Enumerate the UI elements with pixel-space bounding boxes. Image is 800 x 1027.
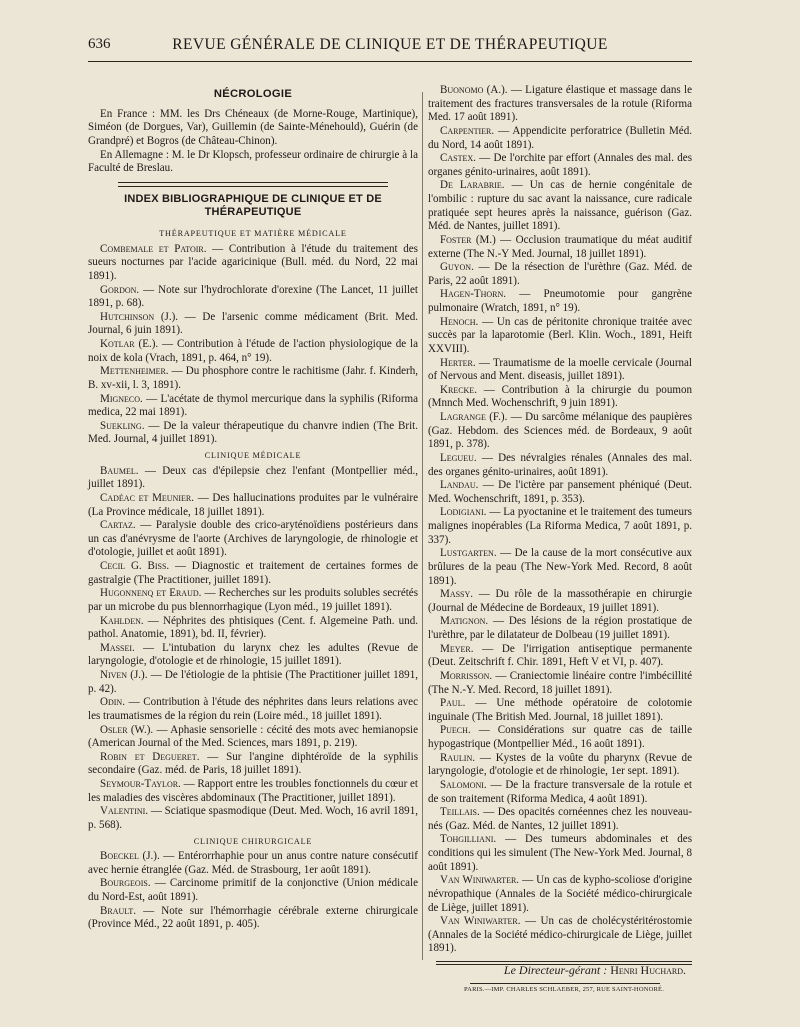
entry-author: Paul. [440,697,466,710]
entry-author: Migneco. [100,392,143,405]
bibliography-entry [428,261,692,288]
right-column [428,84,692,956]
entry-author: Cadéac et Meunier. [100,491,194,504]
entry-text: — Carcinome primitif de la conjonctive (Union médicale du Nord-Est, août 1891). [88,877,418,903]
entry-author: Van Winiwarter. [440,915,521,928]
entry-text: — De la fracture transversale de la rotule et de son traitement (Riforma Medica, 4 août 1891). [428,778,692,805]
entry-author: Lagrange (F.). [440,411,508,423]
bibliography-entry [428,152,692,179]
bibliography-entry [88,696,418,723]
entry-text: — De la cause de la mort consécutive aux brûlures de la peau (The New-York Med. Record, 8 août 1891). [428,547,692,587]
necrologie-paragraph: En France : MM. les Drs Chéneaux (de Morne-Rouge, Martinique), Siméon (de Dorgues, Var), Guillemin (de Sainte-Ménehould), Guérin (de Grandpré) et Bogros (de Château-Chinon). [88,107,418,147]
entry-text: — De l'ictère par pansement phéniqué (Deut. Med. Wochenschrift, 1891, p. 353). [428,479,692,505]
entry-text: — Un cas de cholécystéritérostomie (Annales de la Société médico-chirurgicale de Liège, juillet 1891). [428,915,692,955]
bibliography-entry [88,284,418,311]
bibliography-entry [428,752,692,779]
entry-text: — Des opacités cornéennes chez les nouveau-nés (Gaz. Méd. de Nantes, 12 juillet 1891). [428,806,692,832]
entry-author: Combemale et Patoir. [100,242,207,255]
entry-author: Robin et Degueret. [100,750,200,763]
entry-text: — Sciatique spasmodique (Deut. Med. Woch, 16 avril 1891, p. 568). [88,805,418,831]
entry-author: Kahlden. [100,614,144,627]
bibliography-entry [428,506,692,547]
bibliography-entry [428,806,692,833]
entry-text: — Traumatisme de la moelle cervicale (Journal of Nervous and Ment. diseasis, juillet 1891). [428,356,692,383]
entry-text: — Du sarcôme mélanique des paupières (Gaz. Hebdom. des Sciences méd. de Bordeaux, 9 août 1891, p. 378). [428,411,692,451]
entry-text: — Note sur l'hémorrhagie cérébrale externe chirurgicale (Province Méd., 22 août 1891, p. 405). [88,904,418,931]
entry-text: — Du phosphore contre le rachitisme (Jahr. f. Kinderh, B. xv-xii, l. 3, 1891). [88,365,418,391]
bibliography-entry [428,915,692,956]
entry-text: — Deux cas d'épilepsie chez l'enfant (Montpellier méd., juillet 1891). [88,464,418,491]
entry-text: — Paralysie double des crico-aryténoïdiens postérieurs dans un cas d'anévrysme de l'aorte (Archives de laryngologie, de rhinologie et d'otologie, juillet et août 1891). [88,519,418,559]
entry-author: Boeckel (J.). [100,850,160,863]
bibliography-entry [428,615,692,642]
bibliography-entry [428,179,692,234]
entry-text: — Pneumotomie pour gangrène pulmonaire (Wratch, 1891, n° 19). [428,288,692,314]
bibliography-entry [428,724,692,751]
entry-text: — Du rôle de la massothérapie en chirurgie (Journal de Médecine de Bordeaux, 19 juillet 1891). [428,588,692,614]
entry-author: Carpentier. [440,124,495,137]
bibliography-entry [88,560,418,587]
bibliography-entry [88,642,418,669]
necrologie-paragraph: En Allemagne : M. le Dr Klopsch, professeur ordinaire de chirurgie à la Faculté de Breslau. [88,148,418,175]
entry-text: — Craniectomie linéaire contre l'imbécillité (The N.-Y. Med. Record, 18 juillet 1891). [428,669,692,696]
entry-author: Valentini. [100,805,149,818]
entry-author: Cartaz. [100,519,136,532]
entry-author: Baumel. [100,464,139,477]
header-rule [88,61,692,62]
double-rule [118,182,388,187]
bibliography-entry [428,452,692,479]
entry-author: Gordon. [100,283,140,296]
bibliography-entry [88,850,418,877]
bibliography-entry [428,411,692,452]
bibliography-entry [88,724,418,751]
entry-text: — De la valeur thérapeutique du chanvre indien (The Brit. Med. Journal, 4 juillet 1891). [88,419,418,446]
entry-text: — Contribution à l'étude des néphrites dans leurs relations avec les traumatismes de la région du rein (Loire méd., 18 juillet 1891). [88,696,418,722]
entry-text: — De l'irrigation antiseptique permanente (Deut. Zeitschrift f. Chir. 1891, Heft V et VI, p. 407). [428,642,692,669]
entry-author: Meyer. [440,642,474,655]
right-entries [428,84,692,956]
entry-text: — Une méthode opératoire de colotomie inguinale (The British Med. Journal, 18 juillet 1891). [428,697,692,723]
entry-author: Matignon. [440,615,489,628]
entry-author: Guyon. [440,261,474,274]
bibliography-entry [428,643,692,670]
bibliography-entry [428,670,692,697]
entry-text: — Rapport entre les troubles fonctionnels du cœur et les maladies des viscères abdominaux (The Practitioner, juillet 1891). [88,778,418,804]
entry-author: Suekling. [100,419,145,432]
bibliography-entry [88,338,418,365]
bibliography-entry [428,384,692,411]
bibliography-entry [428,125,692,152]
entry-author: Kotlar (E.). [100,338,159,350]
entry-text: — Considérations sur quatre cas de taille hypogastrique (Montpellier Méd., 16 août 1891). [428,724,692,750]
bibliography-entry [88,243,418,284]
entry-text: — Contribution à l'étude de l'action physiologique de la noix de kola (Vrach, 1891, p. 464, n° 19). [88,338,418,364]
entry-author: Raulin. [440,751,476,764]
bibliography-entry [88,778,418,805]
entry-text: — Des tumeurs abdominales et des conditions qui les simulent (The New-York Med. Journal, 8 août 1891). [428,833,692,873]
entry-text: — Note sur l'hydrochlorate d'orexine (The Lancet, 11 juillet 1891, p. 68). [88,283,418,310]
entry-author: Brault. [100,904,137,917]
running-header [88,32,692,58]
bibliography-entry [88,420,418,447]
entry-author: De Larabrie. [440,179,505,192]
bibliography-entry [428,833,692,874]
entry-text: — Des hallucinations produites par le vulnéraire (La Province médicale, 18 juillet 1891). [88,491,418,518]
entry-text: — Un cas de hernie congénitale de l'ombilic : rupture du sac avant la naissance, cure radicale pratiquée sept heures après la naissance, guérison (Gaz. Méd. de Nantes, juillet 1891). [428,179,693,233]
bibliography-entry [88,519,418,560]
entry-text: — Ligature élastique et massage dans le traitement des fractures transversales de la rotule (Riforma Med. 17 août 1891). [428,84,692,124]
entry-author: Morrisson. [440,669,493,682]
index-sections [88,227,418,932]
bibliography-entry [428,288,692,315]
bibliography-entry [428,316,692,357]
entry-author: Tohgilliani. [440,833,497,846]
left-column [88,84,418,932]
signature-label: Le Directeur-gérant : [503,963,611,977]
entry-author: Lustgarten. [440,547,497,560]
bibliography-entry [428,234,692,261]
bibliography-entry [428,357,692,384]
entry-author: Puech. [440,724,471,737]
entry-author: Hutchinson (J.). [100,310,179,323]
entry-author: Herter. [440,356,476,369]
entry-author: Niven (J.). [100,669,148,681]
entry-author: Teillais. [440,806,480,819]
bibliography-entry [428,588,692,615]
section-heading: THÉRAPEUTIQUE ET MATIÈRE MÉDICALE [159,229,347,238]
running-title: REVUE GÉNÉRALE DE CLINIQUE ET DE THÉRAPEUTIQUE [172,36,608,53]
printer-line: PARIS.—IMP. CHARLES SCHLAEBER, 257, RUE SAINT-HONORÉ. [463,986,665,993]
entry-author: Seymour-Taylor. [100,778,181,790]
column-divider [422,92,423,960]
director-signature [436,963,686,978]
entry-author: Henoch. [440,315,479,328]
entry-text: — De l'orchite par effort (Annales des mal. des organes génito-urinaires, août 1891). [428,152,692,178]
entry-text: — Contribution à l'étude du traitement des sueurs nocturnes par l'acide agaricinique (Bull. méd. du Nord, 22 mai 1891). [88,242,418,282]
entry-text: — Des lésions de la région prostatique de l'urèthre, par le dilatateur de Dolbeau (19 juillet 1891). [428,615,692,641]
entry-author: Landau. [440,479,479,492]
bibliography-entry [428,479,692,506]
bibliography-entry [428,84,692,125]
bibliography-entry [88,311,418,338]
entry-text: — De l'arsenic comme médicament (Brit. Med. Journal, 6 juin 1891). [88,310,418,337]
bibliography-entry [428,779,692,806]
bibliography-entry [88,465,418,492]
bibliography-entry [428,697,692,724]
necrologie-title: NÉCROLOGIE [213,88,293,100]
entry-text: — L'intubation du larynx chez les adultes (Revue de laryngologie, d'otologie et de rhinologie, 15 juillet 1891). [88,641,418,668]
printer-rule [470,983,660,984]
page-number: 636 [88,36,111,52]
index-title: INDEX BIBLIOGRAPHIQUE DE CLINIQUE ET DE THÉRAPEUTIQUE [124,192,382,219]
entry-text: — La pyoctanine et le traitement des tumeurs malignes inopérables (La Riforma Medica, 7 août 1891, p. 337). [428,506,692,546]
entry-author: Foster (M.) [440,233,496,246]
entry-author: Buonomo (A.). [440,84,508,96]
entry-text: — De la résection de l'urèthre (Gaz. Méd. de Paris, 22 août 1891). [428,261,692,287]
entry-author: Lodigiani. [440,506,487,519]
entry-text: — Néphrites des phtisiques (Cent. f. Algemeine Path. und. pathol. Anatomie, 1891), bd. II, février). [88,614,418,641]
entry-author: Massei. [100,641,135,654]
bibliography-entry [88,669,418,696]
entry-author: Odin. [100,696,125,709]
entry-author: Castex. [440,152,476,165]
entry-author: Mettenheimer. [100,365,169,378]
entry-text: — Occlusion traumatique du méat auditif externe (The N.-Y Med. Journal, 18 juillet 1891). [428,233,692,260]
bibliography-entry [88,751,418,778]
bibliography-entry [88,905,418,932]
entry-text: — Kystes de la voûte du pharynx (Revue de laryngologie, d'otologie et de rhinologie, 1er sept. 1891). [428,751,692,778]
section-heading: CLINIQUE MÉDICALE [204,451,302,460]
entry-author: Bourgeois. [100,877,151,890]
entry-author: Massy. [440,588,474,601]
bibliography-entry [428,874,692,915]
entry-text: — Contribution à la chirurgie du poumon (Mnnch Med. Wochenschrift, 9 juin 1891). [428,383,692,410]
entry-author: Van Winiwarter. [440,874,520,887]
bibliography-entry [428,547,692,588]
entry-text: — Un cas de péritonite chronique traitée avec succès par la laparotomie (Berl. Klin. Woch., 1891, Heift XXVIII). [428,315,692,355]
entry-text: — Aphasie sensorielle : cécité des mots avec hemianopsie (American Journal of the Med. Sciences, mars 1891, p. 219). [88,723,418,750]
bibliography-entry [88,492,418,519]
entry-text: — Un cas de kypho-scoliose d'origine névropathique (Annales de la Société médico-chirurgicale de Liège, juillet 1891). [428,874,692,914]
entry-author: Hugonnenq et Eraud. [100,587,202,600]
entry-author: Hagen-Thorn. [440,288,507,301]
entry-text: — Appendicite perforatrice (Bulletin Méd. du Nord, 14 août 1891). [428,124,692,151]
entry-text: — Des névralgies rénales (Annales des mal. des organes génito-urinaires, août 1891). [428,451,692,478]
entry-author: Legueu. [440,451,477,464]
entry-author: Cecil G. Biss. [100,560,170,572]
signature-name: Henri Huchard. [610,963,686,977]
bibliography-entry [88,805,418,832]
entry-author: Osler (W.). [100,723,154,736]
entry-text: — Entérorrhaphie pour un anus contre nature consécutif avec hernie étranglée (Gaz. Méd. de Strasbourg, 1er août 1891). [88,850,418,876]
entry-text: — De l'étiologie de la phtisie (The Practitioner juillet 1891, p. 42). [88,669,418,695]
entry-text: — Diagnostic et traitement de certaines formes de gastralgie (The Practitioner, juillet 1891). [88,560,418,586]
bibliography-entry [88,587,418,614]
entry-text: — L'acétate de thymol mercurique dans la syphilis (Riforma medica, 22 mai 1891). [88,392,418,419]
section-heading: CLINIQUE CHIRURGICALE [193,836,313,846]
entry-author: Salomoni. [440,778,487,791]
entry-text: — Recherches sur les produits solubles secrétés par un microbe du pus blennorrhagique (Lyon méd., 19 juillet 1891). [88,587,418,613]
bibliography-entry [88,615,418,642]
entry-text: — Sur l'angine diphtéroïde de la syphilis secondaire (Gaz. méd. de Paris, 18 juillet 1891). [88,750,418,777]
entry-author: Krecke. [440,383,477,396]
bibliography-entry [88,877,418,904]
bibliography-entry [88,365,418,392]
bibliography-entry [88,393,418,420]
